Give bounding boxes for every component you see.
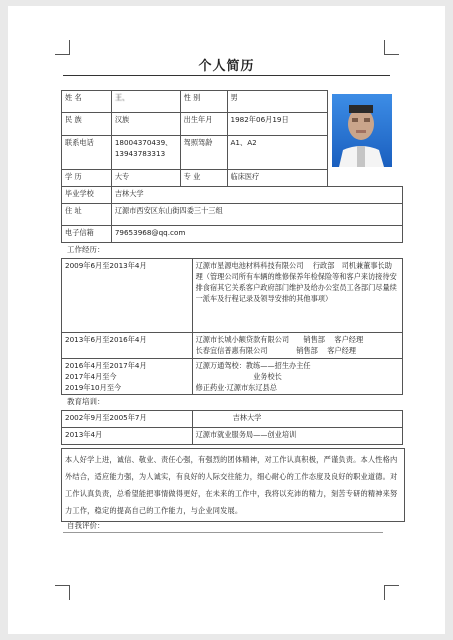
birth-value: 1982年06月19日	[227, 113, 328, 136]
work-desc-2: 辽源市长城小额贷款有限公司 销售部 客户经理 长春宜信普惠有限公司 销售部 客户经理	[192, 333, 402, 359]
edu-date-2: 2013年4月	[62, 428, 193, 445]
major-value: 临床医疗	[227, 170, 328, 187]
work-row-3	[62, 359, 403, 395]
work-table	[61, 258, 403, 395]
work-date-1: 2009年6月至2013年4月	[62, 259, 193, 333]
profile-photo	[329, 92, 394, 169]
email-value: 79653968@qq.com	[111, 226, 402, 243]
self-eval-label: 自我评价：	[67, 521, 105, 530]
address-value: 辽源市西安区东山街四委三十三组	[111, 204, 402, 226]
education-section-label: 教育培训：	[67, 397, 105, 406]
work-desc-3: 辽源万通驾校：教练——招生办主任 业务校长 修正药业·辽源市东辽县总	[192, 359, 402, 395]
education-table	[61, 410, 403, 445]
crop-mark-bottom-right	[384, 585, 399, 600]
major-label: 专 业	[180, 170, 227, 187]
self-eval-underline	[63, 532, 383, 533]
gender-label: 性 别	[180, 91, 227, 113]
ethnic-label: 民 族	[62, 113, 112, 136]
work-section-label: 工作经历：	[67, 245, 105, 254]
work-date-2: 2013年6月至2016年4月	[62, 333, 193, 359]
license-label: 驾照驾龄	[180, 136, 227, 170]
edu-label: 学 历	[62, 170, 112, 187]
school-label: 毕业学校	[62, 187, 112, 204]
self-intro-block	[61, 448, 405, 522]
page-title: 个人简历	[198, 59, 255, 74]
name-value: 王、	[111, 91, 180, 113]
edu-desc-1: 吉林大学	[192, 411, 402, 428]
school-value: 吉林大学	[111, 187, 402, 204]
license-value: A1、A2	[227, 136, 328, 170]
title-underline	[63, 75, 390, 76]
crop-mark-top-right	[384, 40, 399, 55]
work-desc-1: 辽源市星源电池材料科技有限公司 行政部 司机兼董事长助理（管理公司所有车辆的维修保养年检保险等和客户来访接待安排食宿其它关系客户政府部门维护及给办公室员工各部门尽量续一派车及行程记录及领导安排的其他事项）	[192, 259, 402, 333]
email-label: 电子信箱	[62, 226, 112, 243]
work-date-3: 2016年4月至2017年4月 2017年4月至今 2019年10月至今	[62, 359, 193, 395]
work-row-2	[62, 333, 403, 359]
work-row-1	[62, 259, 403, 333]
phone-value: 18004370439、13943783313	[111, 136, 180, 170]
edu-date-1: 2002年9月至2005年7月	[62, 411, 193, 428]
name-label: 姓 名	[62, 91, 112, 113]
phone-label: 联系电话	[62, 136, 112, 170]
ethnic-value: 汉族	[111, 113, 180, 136]
self-intro-text: 本人好学上进，诚信、敬业、责任心强，有强烈的团体精神，对工作认真积极，严谨负责。本人性格内外结合，适应能力强，为人诚实，有良好的人际交往能力，细心耐心的工作态度及良好的职业道德。对工作认真负责，总希望能把事情做得更好，在未来的工作中，我将以充沛的精力，刻苦专研的精神来努力工作，稳定的提高自己的工作能力，与企业同发展。	[65, 455, 398, 515]
edu-value: 大专	[111, 170, 180, 187]
crop-mark-bottom-left	[55, 585, 70, 600]
edu-desc-2: 辽源市就业服务局——创业培训	[192, 428, 402, 445]
crop-mark-top-left	[55, 40, 70, 55]
birth-label: 出生年月	[180, 113, 227, 136]
address-label: 住 址	[62, 204, 112, 226]
gender-value: 男	[227, 91, 328, 113]
